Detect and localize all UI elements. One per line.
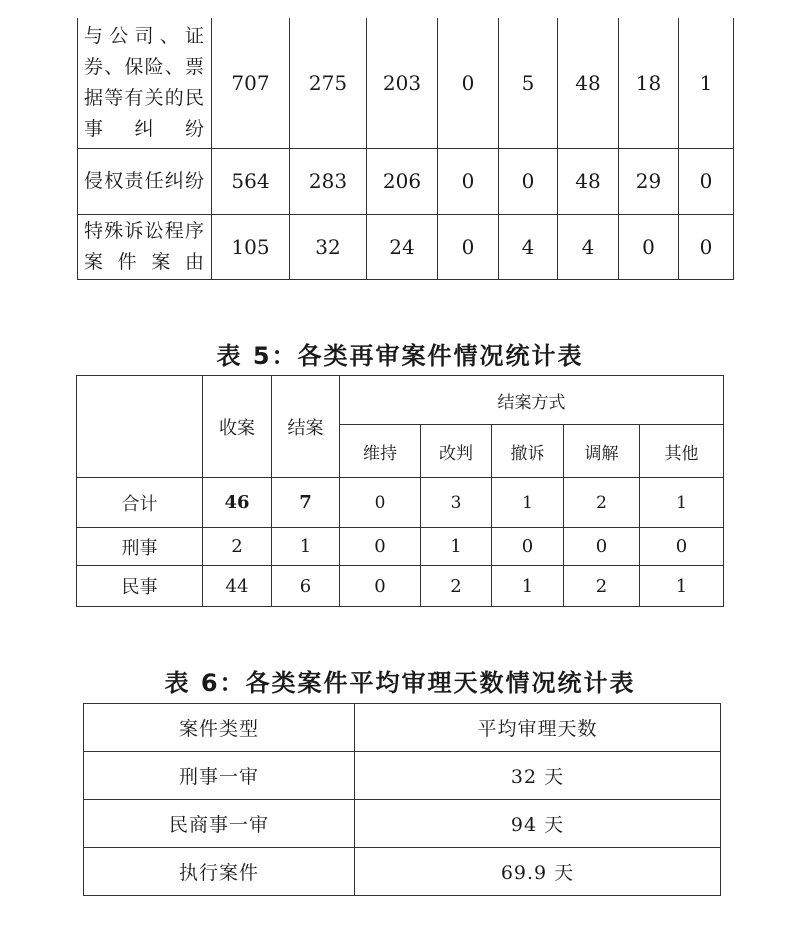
header-shouan: 收案 [203, 376, 272, 478]
table4-continued [77, 18, 734, 280]
cell: 6 [272, 566, 340, 607]
cell: 0 [619, 214, 679, 279]
table-row [84, 800, 721, 848]
cell: 44 [203, 566, 272, 607]
cell: 1 [421, 528, 492, 566]
cell: 94 天 [355, 800, 721, 848]
table-row [84, 848, 721, 896]
cell: 105 [212, 214, 290, 279]
cell: 5 [499, 18, 558, 148]
row-label: 合计 [77, 478, 203, 528]
cell: 206 [367, 148, 438, 214]
header-avg-days: 平均审理天数 [355, 704, 721, 752]
cell: 0 [438, 18, 499, 148]
table-row [77, 478, 724, 528]
cell: 0 [340, 478, 421, 528]
cell: 2 [564, 566, 640, 607]
table-header-row [84, 704, 721, 752]
cell: 0 [640, 528, 724, 566]
cell: 3 [421, 478, 492, 528]
cell: 0 [679, 148, 734, 214]
cell: 275 [290, 18, 367, 148]
cell: 1 [492, 566, 564, 607]
row-label: 刑事一审 [84, 752, 355, 800]
cell: 29 [619, 148, 679, 214]
cell: 69.9 天 [355, 848, 721, 896]
header-case-type: 案件类型 [84, 704, 355, 752]
cell: 1 [640, 478, 724, 528]
cell: 7 [272, 478, 340, 528]
cell: 1 [492, 478, 564, 528]
cell: 32 天 [355, 752, 721, 800]
row-label: 侵权责任纠纷 [78, 148, 212, 214]
header-method: 撤诉 [492, 425, 564, 478]
cell: 1 [272, 528, 340, 566]
cell: 46 [203, 478, 272, 528]
row-label: 执行案件 [84, 848, 355, 896]
corner-cell [77, 376, 203, 478]
cell: 32 [290, 214, 367, 279]
header-method: 其他 [640, 425, 724, 478]
table-row [78, 18, 734, 148]
cell: 48 [558, 148, 619, 214]
cell: 1 [640, 566, 724, 607]
cell: 4 [558, 214, 619, 279]
table-header-row [77, 376, 724, 425]
cell: 0 [679, 214, 734, 279]
table-row [78, 214, 734, 279]
cell: 203 [367, 18, 438, 148]
cell: 2 [421, 566, 492, 607]
row-label: 民商事一审 [84, 800, 355, 848]
cell: 4 [499, 214, 558, 279]
cell: 18 [619, 18, 679, 148]
cell: 48 [558, 18, 619, 148]
cell: 0 [438, 214, 499, 279]
cell: 0 [499, 148, 558, 214]
header-jiean: 结案 [272, 376, 340, 478]
row-label: 民事 [77, 566, 203, 607]
header-method-group: 结案方式 [340, 376, 724, 425]
cell: 0 [340, 528, 421, 566]
table-row [77, 528, 724, 566]
table6-title: 表 6：各类案件平均审理天数情况统计表 [164, 669, 636, 697]
cell: 0 [492, 528, 564, 566]
cell: 564 [212, 148, 290, 214]
header-method: 改判 [421, 425, 492, 478]
table-row [77, 566, 724, 607]
row-label: 特殊诉讼程序案件案由 [78, 214, 212, 279]
row-label: 刑事 [77, 528, 203, 566]
cell: 1 [679, 18, 734, 148]
cell: 283 [290, 148, 367, 214]
table5 [76, 375, 724, 607]
table-row [84, 752, 721, 800]
cell: 2 [203, 528, 272, 566]
row-label: 与公司、证券、保险、票据等有关的民事纠纷 [78, 18, 212, 148]
cell: 0 [564, 528, 640, 566]
table5-title: 表 5：各类再审案件情况统计表 [216, 342, 584, 370]
header-method: 维持 [340, 425, 421, 478]
cell: 707 [212, 18, 290, 148]
cell: 0 [340, 566, 421, 607]
cell: 24 [367, 214, 438, 279]
cell: 2 [564, 478, 640, 528]
table-row [78, 148, 734, 214]
table6 [83, 703, 721, 896]
header-method: 调解 [564, 425, 640, 478]
cell: 0 [438, 148, 499, 214]
